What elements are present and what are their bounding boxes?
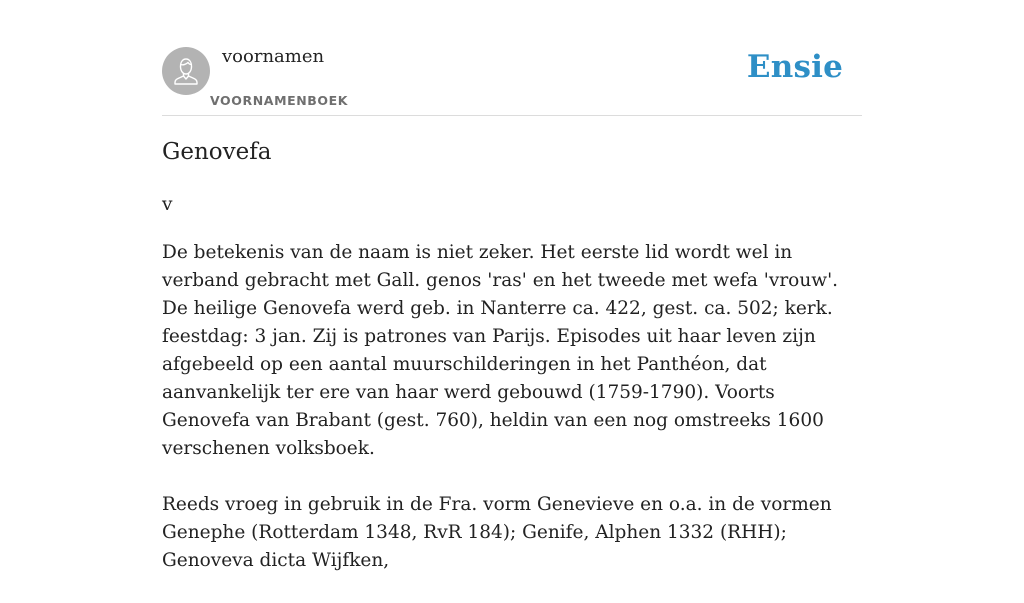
source-label[interactable]: VOORNAMENBOEK [210, 93, 349, 108]
user-icon [162, 47, 210, 95]
page-header [162, 0, 862, 116]
page-container [162, 0, 862, 571]
ensie-logo[interactable]: Ensie [746, 49, 843, 85]
avatar[interactable] [162, 47, 210, 95]
article-body [162, 239, 862, 603]
page-title: Genovefa [162, 139, 272, 165]
article-paragraph: Reeds vroeg in gebruik in de Fra. vorm Genevieve en o.a. in de vormen Genephe (Rotterdam 1348, RvR 184); Genife, Alphen 1332 (RHH); Genoveva dicta Wijfken, [162, 494, 832, 571]
username-link[interactable]: voornamen [222, 46, 325, 67]
article-paragraph: De betekenis van de naam is niet zeker. Het eerste lid wordt wel in verband gebracht met Gall. genos 'ras' en het tweede met wefa 'vrouw'. De heilige Genovefa werd geb. in Nanterre ca. 422, gest. ca. 502; kerk. feestdag: 3 jan. Zij is patrones van Parijs. Episodes uit haar leven zijn afgebeeld op een aantal muurschilderingen in het Panthéon, dat aanvankelijk ter ere van haar werd gebouwd (1759-1790). Voorts Genovefa van Brabant (gest. 760), heldin van een nog omstreeks 1600 verschenen volksboek. [162, 242, 839, 459]
gender-label: v [162, 194, 173, 215]
